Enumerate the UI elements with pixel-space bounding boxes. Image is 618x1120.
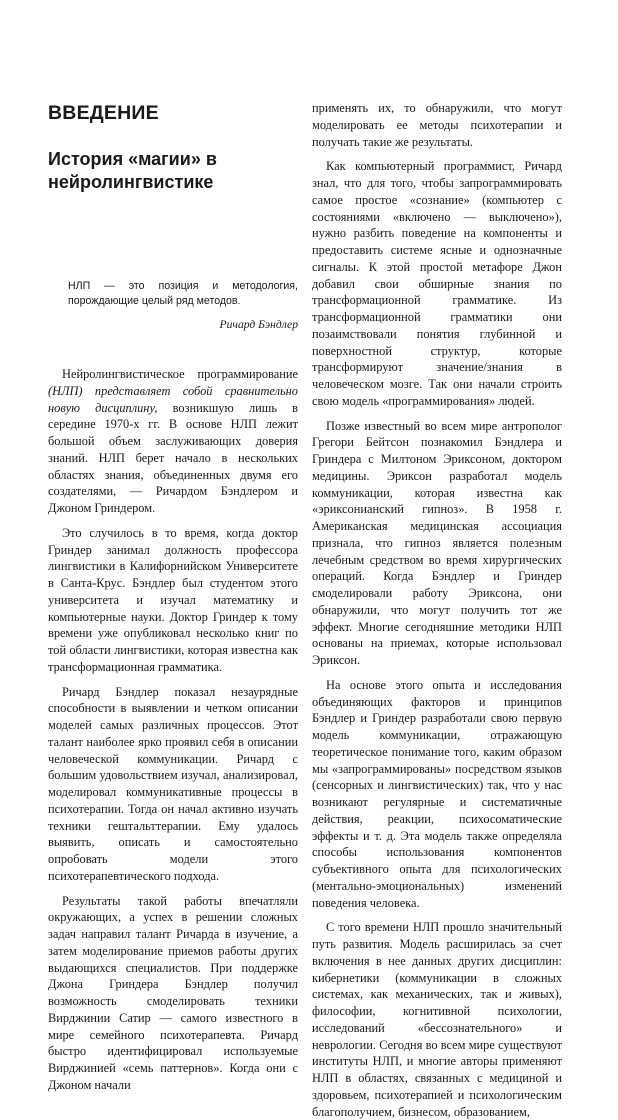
epigraph-text: НЛП — это позиция и методология, порождающие целый ряд методов. [68,280,298,307]
paragraph: На основе этого опыта и исследования объединяющих факторов и принципов Бэндлер и Гриндер разработали свою первую модель коммуникации, отражающую теоретическое понимание того, каким образом мы «запрограммированы» посредством языков (сенсорных и лингвистических) так, что у нас возникают регулярные и систематичные действия, реакции, психосоматические эффекты и т. д. Эта модель также определяла способы использования компонентов субъективного опыта для психологических (ментально-эмоциональных) изменений поведения человека. [312,677,562,910]
paragraph: Результаты такой работы впечатляли окружающих, а успех в решении сложных задач направил талант Ричарда в изучение, а затем моделирование приемов работы других выдающихся специалистов. При поддержке Джона Гриндера Бэндлер получил возможность смоделировать техники Вирджинии Сатир — самого известного в мире семейного психотерапевта. Ричард быстро идентифицировал используемые Вирджинией «семь паттернов». Когда они с Джоном начали [48,893,298,1092]
section-title: ВВЕДЕНИЕ [48,102,159,124]
epigraph [68,279,298,332]
right-column [312,100,562,1120]
paragraph-italic: (НЛП) представляет собой сравнительно новую дисциплину, [48,383,298,415]
paragraph: Позже известный во всем мире антрополог Грегори Бейтсон познакомил Бэндлера и Гриндера с Милтоном Эриксоном, доктором медицины. Эриксон разработал модель коммуникации, которая известна как «эриксонианский гипноз». В 1958 г. Американская медицинская ассоциация признала, что гипноз является полезным лечебным средством во время хирургических операций. Когда Бэндлер и Гриндер смоделировали работу Эриксона, они обнаружили, что могут получить тот же эффект. Многие сегодняшние методики НЛП основаны на приемах, которые использовал Эриксон. [312,418,562,667]
left-column [48,100,298,1094]
paragraph-start: Нейролингвистическое программирование [62,367,298,381]
paragraph: С того времени НЛП прошло значительный путь развития. Модель расширилась за счет включения в нее данных других дисциплин: кибернетики (коммуникации в сложных системах, как механических, так и живых), философии, когнитивной психологии, исследований «бессознательного» и неврологии. Сегодня во всем мире существуют институты НЛП, и многие авторы применяют НЛП в областях, связанных с медициной и здоровьем, психотерапией и психологическим благополучием, бизнесом, образованием, [312,920,562,1119]
paragraph-end: возникшую лишь в середине 1970-х гг. В основе НЛП лежит большой объем заслуживающих доверия знаний. НЛП берет начало в нескольких областях знания, объединенных двумя его создателями, — Ричардом Бэндлером и Джоном Гриндером. [48,400,299,515]
paragraph: Это случилось в то время, когда доктор Гриндер занимал должность профессора лингвистики в Калифорнийском Университете в Санта-Крус. Бэндлер был студентом этого университета и изучал математику и компьютерные науки. Доктор Гриндер к тому времени уже опубликовал несколько книг по той области лингвистики, которая известна как трансформационная грамматика. [48,525,298,674]
paragraph [48,366,298,517]
paragraph: Как компьютерный программист, Ричард знал, что для того, чтобы запрограммировать самое простое «сознание» (компьютер с состояниями «включено — выключено»), нужно разбить поведение на компоненты и предоставить системе ясные и однозначные сигналы. К этой простой метафоре Джон добавил свои обширные знания по трансформационной грамматике. Из трансформационной грамматики они позаимствовали понятия глубинной и поверхностной структур, которые трансформируют значение/знания в человеческом мозге. Так они начали строить свою модель «программирования» людей. [312,159,562,408]
left-column-text [48,366,298,1094]
chapter-title: История «магии» в нейролингвистике [48,149,217,192]
right-column-text [312,100,562,1120]
paragraph: применять их, то обнаружили, что могут моделировать ее методы психотерапии и получать такие же результаты. [312,101,562,149]
paragraph: Ричард Бэндлер показал незаурядные способности в выявлении и четком описании моделей самых различных процессов. Этот талант наиболее ярко проявил себя в описании человеческой коммуникации. Ричард с большим удовольствием изучал, анализировал, моделировал коммуникативные процессы в психотерапии. Тогда он начал активно изучать техники гештальттерапии. Ему удалось выявить, описать и самостоятельно опробовать модели этого психотерапевтического подхода. [48,684,298,883]
epigraph-author: Ричард Бэндлер [219,318,298,331]
